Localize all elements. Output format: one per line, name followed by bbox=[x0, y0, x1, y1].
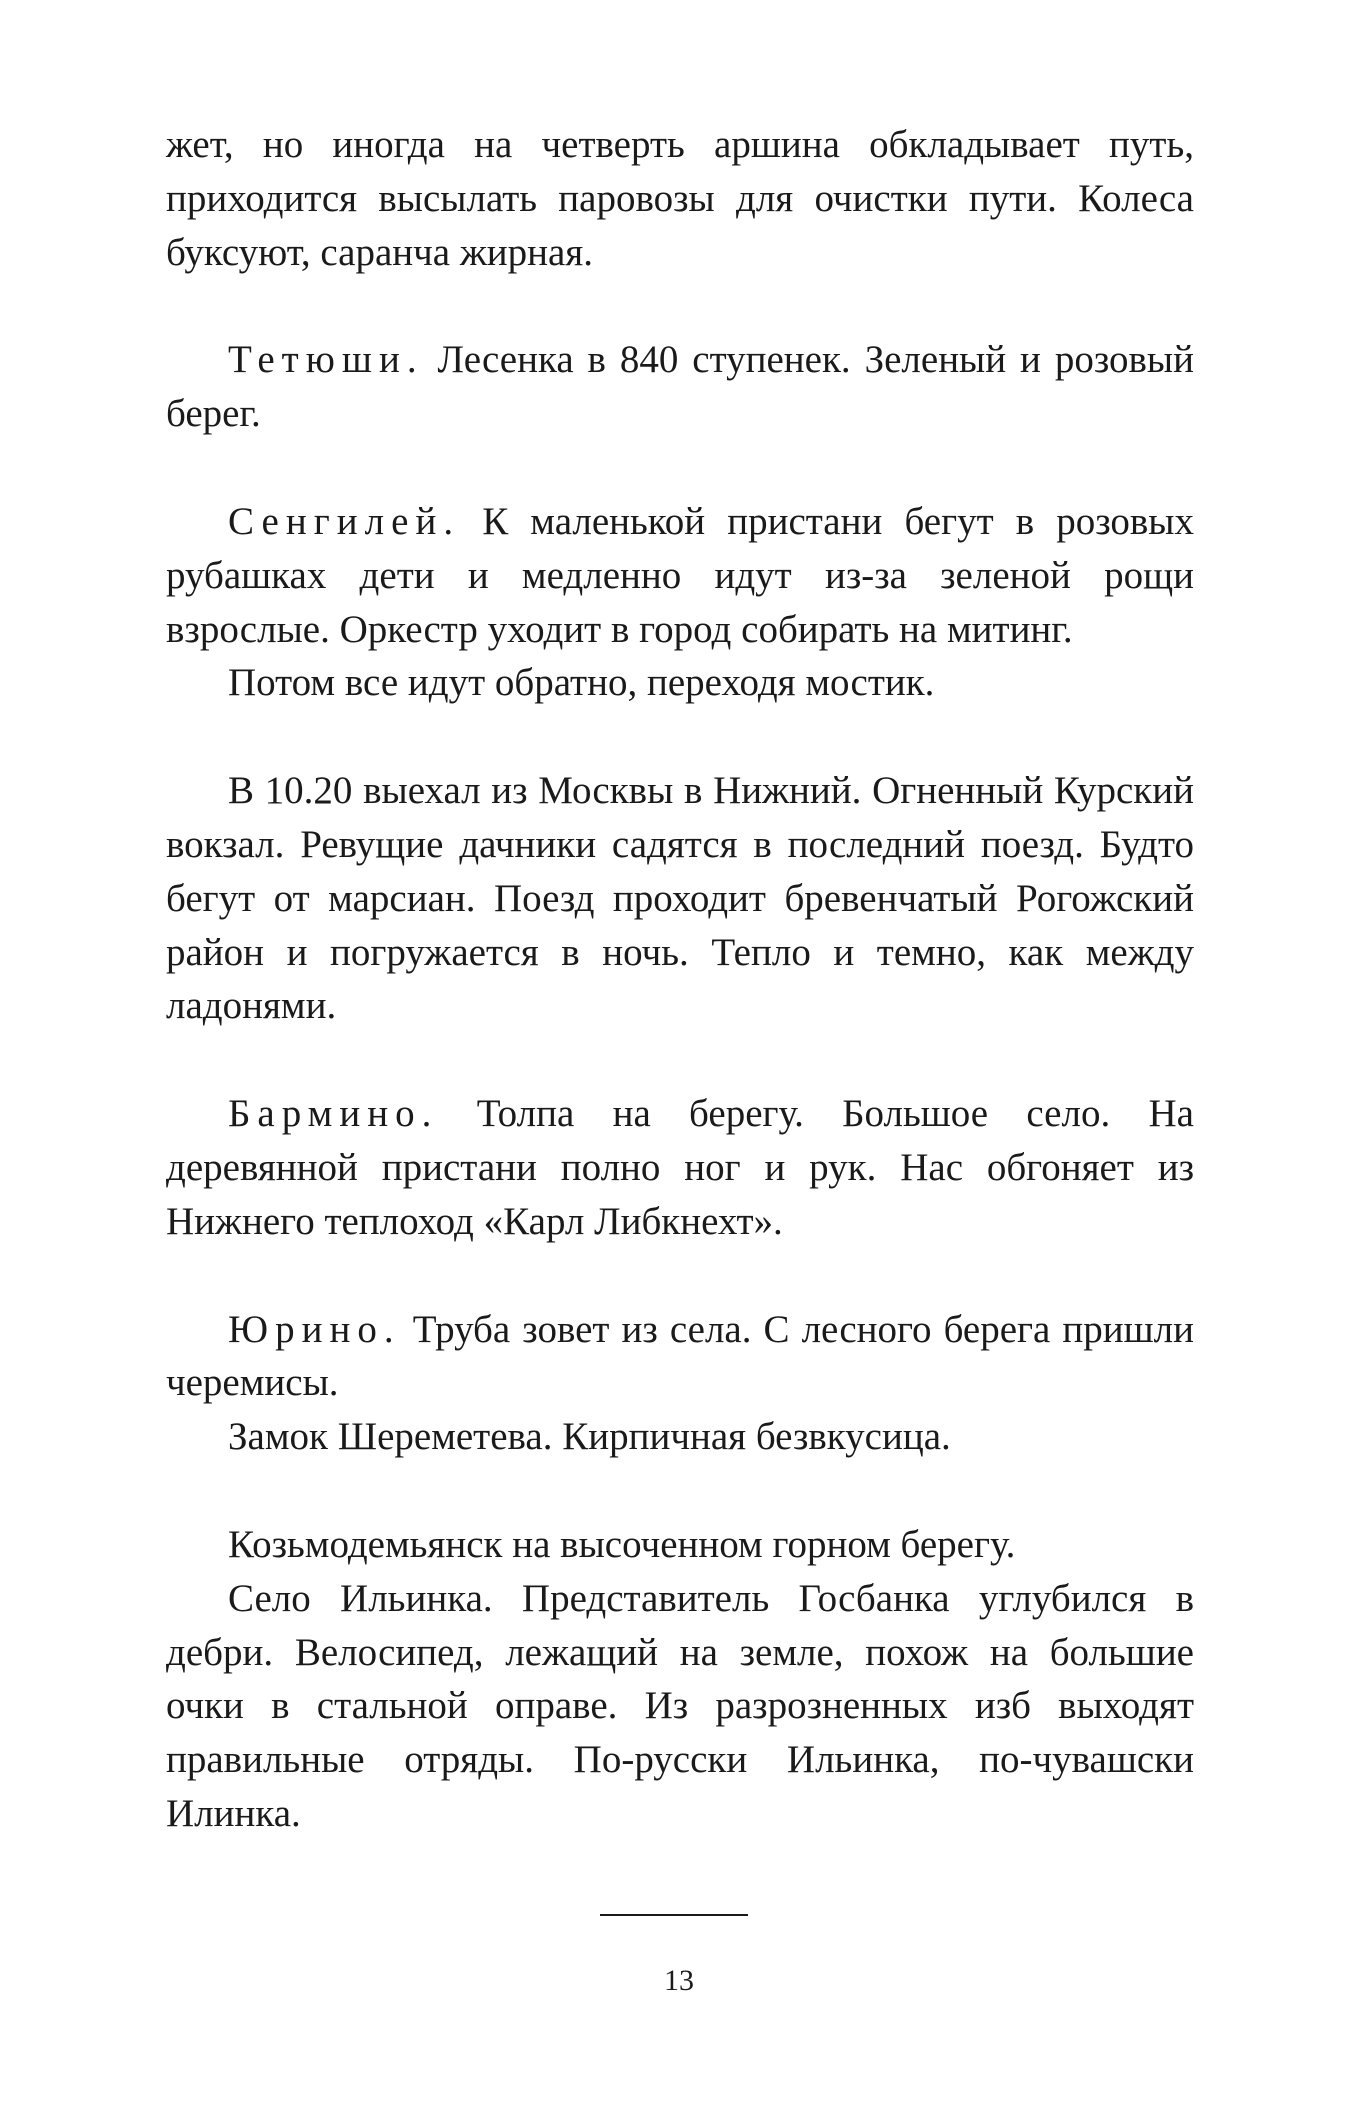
paragraph-4 bbox=[166, 656, 1194, 710]
paragraph-text: Козьмодемьянск на высоченном горном берегу. bbox=[228, 1522, 1016, 1566]
paragraph-7 bbox=[166, 1303, 1194, 1411]
paragraph-text: Толпа на берегу. Большое село. На деревянной пристани полно ног и рук. Нас обгоняет из Нижнего теплоход «Карл Либкнехт». bbox=[166, 1092, 1194, 1243]
paragraph-text: К маленькой пристани бегут в розовых рубашках дети и медленно идут из-за зеленой рощи взрослые. Оркестр уходит в город собирать на митинг. bbox=[166, 499, 1194, 651]
paragraph-5 bbox=[166, 764, 1194, 1033]
paragraph-text: Потом все идут обратно, переходя мостик. bbox=[228, 661, 935, 705]
paragraph-text: Труба зовет из села. С лесного берега пришли черемисы. bbox=[166, 1307, 1194, 1405]
paragraph-text: Село Ильинка. Представитель Госбанка углубился в дебри. Велосипед, лежащий на земле, похож на большие очки в стальной оправе. Из разрозненных изб выходят правильные отряды. По-русски Ильинка, по-чувашски Илинка. bbox=[166, 1576, 1194, 1835]
footer-divider bbox=[600, 1914, 748, 1916]
paragraph-gap bbox=[166, 1464, 1194, 1518]
paragraph-text: Замок Шереметева. Кирпичная безвкусица. bbox=[228, 1415, 951, 1459]
paragraph-gap bbox=[166, 1249, 1194, 1303]
paragraph-gap bbox=[166, 710, 1194, 764]
paragraph-8 bbox=[166, 1410, 1194, 1464]
place-name: Сенгилей. bbox=[228, 499, 461, 543]
paragraph-6 bbox=[166, 1087, 1194, 1248]
paragraph-2 bbox=[166, 333, 1194, 441]
paragraph-text: В 10.20 выехал из Москвы в Нижний. Огненный Курский вокзал. Ревущие дачники садятся в последний поезд. Будто бегут от марсиан. Поезд проходит бревенчатый Рогожский район и погружается в ночь. Тепло и темно, как между ладонями. bbox=[166, 769, 1194, 1028]
place-name: Юрино. bbox=[228, 1307, 401, 1351]
paragraph-9 bbox=[166, 1518, 1194, 1572]
page-number: 13 bbox=[664, 1964, 694, 1997]
paragraph-3 bbox=[166, 495, 1194, 656]
place-name: Бармино. bbox=[228, 1092, 439, 1136]
body-text bbox=[166, 118, 1194, 1841]
paragraph-text: Лесенка в 840 ступенек. Зеленый и розовый берег. bbox=[166, 338, 1194, 436]
paragraph-gap bbox=[166, 441, 1194, 495]
place-name: Тетюши. bbox=[228, 338, 424, 382]
paragraph-text: жет, но иногда на четверть аршина обкладывает путь, приходится высылать паровозы для очистки пути. Колеса буксуют, саранча жирная. bbox=[166, 123, 1194, 274]
paragraph-10 bbox=[166, 1572, 1194, 1841]
paragraph-1 bbox=[166, 118, 1194, 279]
paragraph-gap bbox=[166, 1033, 1194, 1087]
paragraph-gap bbox=[166, 279, 1194, 333]
